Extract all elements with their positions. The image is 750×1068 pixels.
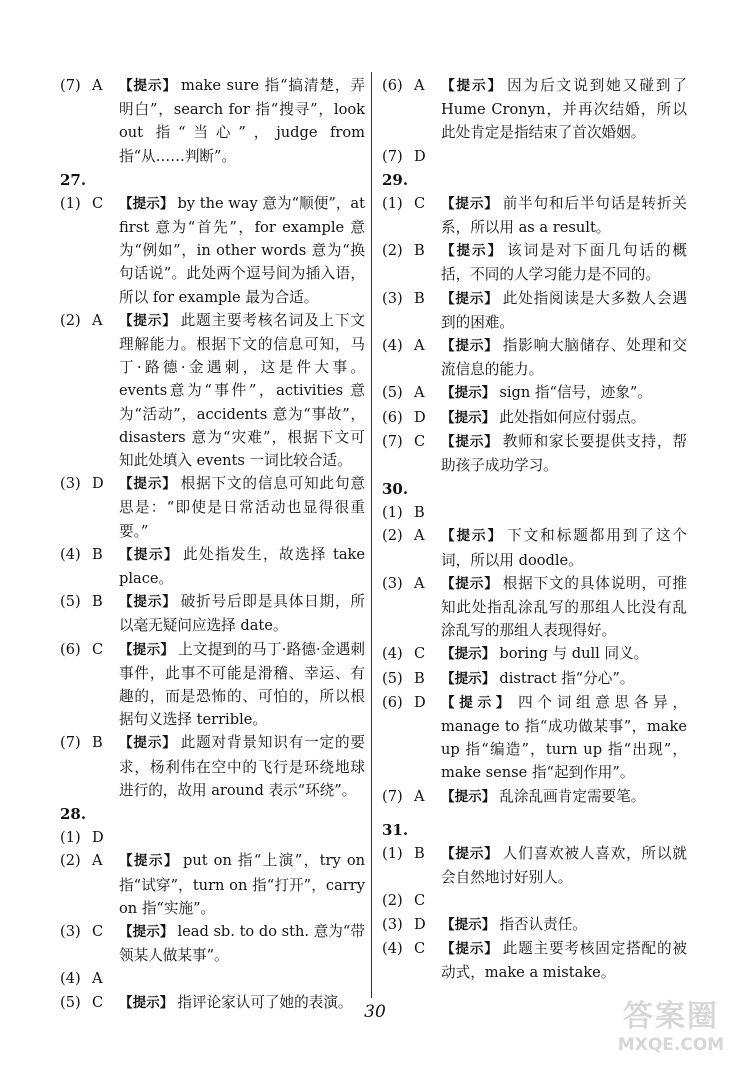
explanation (441, 572, 687, 643)
answer-letter: C (414, 194, 426, 212)
answer-letter: B (92, 545, 103, 563)
answer-entry (382, 145, 687, 168)
answer-entry (382, 381, 687, 405)
explanation-text: boring 与 dull 同义。 (499, 645, 649, 663)
item-number: (4) (382, 337, 403, 355)
explanation (441, 74, 687, 145)
explanation (119, 638, 365, 732)
explanation (119, 543, 365, 590)
explanation (441, 145, 687, 168)
explanation-text: 指否认责任。 (499, 915, 587, 933)
explanation-text: 因为后文说到她又碰到了 Hume Cronyn，并再次结婚，所以此处肯定是指结束了首次婚姻。 (441, 77, 687, 142)
hint-label: 【提示】 (441, 940, 499, 957)
explanation-text: 前半句和后半句话是转折关系，所以用 as a result。 (441, 194, 688, 237)
explanation-text: 根据下文的信息可知此句意思是：“即使是日常活动也显得很重要。” (119, 475, 366, 540)
answer-letter: C (414, 892, 426, 910)
answer-letter: C (414, 432, 426, 450)
right-column (382, 74, 687, 984)
explanation (441, 239, 687, 286)
item-number: (5) (382, 384, 403, 402)
hint-label: 【提示】 (119, 195, 174, 212)
explanation-text: 此题主要考核名词及上下文理解能力。根据下文的信息可知，马丁·路德·金遇刺，这是件大事。events意为“事件”，activities 意为“活动”，accidents 意为“事故”，disasters 意为“灾难”，根据下文可知此处填入 events 一词比较合适。 (119, 311, 366, 470)
explanation-text: 乱涂乱画肯定需要笔。 (499, 787, 646, 805)
item-number: (7) (382, 432, 403, 450)
explanation (119, 472, 365, 543)
answer-letter: C (92, 194, 104, 212)
item-number: (7) (382, 147, 403, 165)
answer-entry (382, 785, 687, 809)
explanation-text: 上文提到的马丁·路德·金遇刺事件，此事不可能是滑稽、幸运、有趣的，而是恐怖的、可怕的，所以根据句义选择 terrible。 (119, 640, 366, 729)
explanation (119, 826, 365, 849)
explanation-text: 指影响大脑储存、处理和交流信息的能力。 (441, 337, 688, 379)
hint-label: 【提示】 (119, 853, 180, 870)
answer-letter: A (92, 970, 103, 988)
answer-letter: C (414, 645, 426, 663)
item-number: (6) (382, 408, 403, 426)
answer-entry (382, 334, 687, 381)
question-number: 30. (382, 480, 409, 499)
explanation (441, 287, 687, 334)
answer-entry (382, 889, 687, 912)
explanation-text: put on 指“上演”，try on 指“试穿”，turn on 指“打开”，carry on 指“实施”。 (119, 852, 366, 917)
answer-letter: A (414, 337, 425, 355)
explanation (119, 74, 365, 168)
answer-entry (382, 913, 687, 937)
item-number: (5) (60, 993, 81, 1011)
item-number: (7) (382, 787, 403, 805)
explanation-text: 该词是对下面几句话的概括，不同的人学习能力是不同的。 (441, 242, 687, 284)
answer-entry (60, 920, 365, 967)
answer-letter: B (414, 504, 425, 522)
explanation (119, 731, 365, 802)
explanation-text: 四个词组意思各异，manage to 指“成功做某事”，make up 指“编造”，turn up 指“出现”，make sense 指“起到作用”。 (441, 693, 687, 782)
answer-entry (60, 74, 365, 168)
hint-label: 【提示】 (119, 312, 177, 329)
answer-entry (382, 406, 687, 430)
explanation (441, 667, 687, 691)
explanation (441, 334, 687, 381)
item-number: (2) (60, 852, 81, 870)
column-divider (371, 72, 372, 998)
hint-label: 【提示】 (119, 476, 177, 493)
answer-letter: B (414, 289, 425, 307)
answer-entry (382, 74, 687, 145)
item-number: (4) (60, 545, 81, 563)
answer-entry (382, 642, 687, 666)
explanation (441, 524, 687, 571)
item-number: (5) (60, 593, 81, 611)
item-number: (2) (382, 242, 403, 260)
answer-entry (382, 691, 687, 785)
answer-entry (60, 826, 365, 849)
item-number: (7) (60, 77, 81, 94)
answer-letter: A (414, 527, 425, 545)
explanation-text: 指评论家认可了她的表演。 (177, 993, 353, 1011)
explanation (441, 937, 687, 984)
hint-label: 【提示】 (441, 290, 499, 307)
answer-letter: D (414, 408, 426, 426)
answer-entry (60, 309, 365, 472)
explanation (441, 430, 687, 477)
item-number: (6) (382, 77, 403, 94)
explanation-text: distract 指“分心”。 (499, 669, 635, 687)
question-number: 29. (382, 170, 409, 189)
hint-label: 【提示】 (441, 575, 499, 592)
answer-letter: C (92, 640, 104, 658)
question-number: 31. (382, 820, 409, 839)
hint-label: 【提示】 (441, 788, 496, 805)
answer-entry (382, 239, 687, 286)
question-number: 28. (60, 805, 87, 824)
answer-entry (60, 638, 365, 732)
answer-entry (382, 842, 687, 889)
answer-letter: C (414, 939, 426, 957)
explanation (441, 913, 687, 937)
hint-label: 【提示】 (441, 409, 496, 426)
explanation (441, 889, 687, 912)
answer-letter: B (414, 844, 425, 862)
item-number: (2) (382, 892, 403, 910)
item-number: (3) (382, 574, 403, 592)
explanation (441, 192, 687, 239)
answer-entry (382, 287, 687, 334)
hint-label: 【提示】 (441, 845, 499, 862)
left-column (60, 74, 365, 1015)
hint-label: 【提示】 (441, 338, 499, 355)
hint-label: 【提示】 (441, 694, 515, 711)
explanation (441, 642, 687, 666)
explanation-text: 人们喜欢被人喜欢，所以就会自然地讨好别人。 (441, 844, 688, 887)
answer-entry (382, 192, 687, 239)
answer-letter: B (92, 734, 103, 752)
hint-label: 【提示】 (119, 78, 177, 94)
hint-label: 【提示】 (441, 243, 504, 260)
item-number: (3) (382, 915, 403, 933)
explanation (119, 192, 365, 309)
item-number: (1) (60, 194, 81, 212)
item-number: (1) (382, 504, 403, 522)
explanation (119, 590, 365, 637)
answer-entry (382, 667, 687, 691)
explanation (441, 842, 687, 889)
answer-letter: A (414, 77, 425, 94)
answer-letter: B (414, 242, 425, 260)
answer-letter: C (92, 993, 104, 1011)
hint-label: 【提示】 (441, 528, 504, 545)
hint-label: 【提示】 (119, 923, 174, 940)
hint-label: 【提示】 (119, 594, 177, 611)
page-number: 30 (364, 1002, 386, 1022)
answer-entry (60, 543, 365, 590)
answer-letter: C (92, 922, 104, 940)
answer-entry (60, 472, 365, 543)
answer-entry (382, 572, 687, 643)
hint-label: 【提示】 (441, 670, 496, 687)
explanation-text: lead sb. to do sth. 意为“带领某人做某事”。 (119, 922, 365, 965)
answer-entry (60, 967, 365, 990)
answer-letter: A (414, 384, 425, 402)
hint-label: 【提示】 (441, 78, 504, 94)
explanation (441, 691, 687, 785)
answer-letter: B (92, 593, 103, 611)
item-number: (3) (382, 289, 403, 307)
explanation (119, 849, 365, 920)
answer-letter: D (414, 147, 426, 165)
explanation-text: sign 指“信号，迹象”。 (499, 384, 652, 402)
explanation-text: 下文和标题都用到了这个词，所以用 doodle。 (441, 527, 687, 569)
hint-label: 【提示】 (441, 433, 499, 450)
explanation-text: by the way 意为“顺便”，at first 意为“首先”，for example 意为“例如”，in other words 意为“换句话说”。此处两个逗号间为插入语，所以 for example 最为合适。 (119, 194, 365, 306)
answer-entry (60, 731, 365, 802)
explanation (119, 920, 365, 967)
answer-letter: A (414, 574, 425, 592)
item-number: (6) (60, 640, 81, 658)
answer-letter: B (414, 669, 425, 687)
item-number: (2) (60, 311, 81, 329)
explanation-text: 此题对背景知识有一定的要求，杨利伟在空中的飞行是环绕地球进行的，故用 around 表示“环绕”。 (119, 734, 366, 799)
hint-label: 【提示】 (441, 385, 496, 402)
hint-label: 【提示】 (119, 735, 177, 752)
spacer (382, 809, 687, 818)
explanation-text: 破折号后即是具体日期，所以毫无疑问应选择 date。 (119, 593, 366, 635)
hint-label: 【提示】 (119, 641, 175, 658)
answer-entry (60, 849, 365, 920)
item-number: (3) (60, 922, 81, 940)
answer-letter: A (414, 787, 425, 805)
explanation-text: make sure 指“搞清楚，弄明白”，search for 指“搜寻”，look out 指“当心”，judge from 指“从……判断”。 (119, 77, 366, 165)
item-number: (6) (382, 693, 403, 711)
watermark-text-bottom: MXQE.COM (617, 1035, 725, 1055)
item-number: (7) (60, 734, 81, 752)
hint-label: 【提示】 (119, 994, 174, 1011)
item-number: (2) (382, 527, 403, 545)
answer-letter: D (414, 693, 426, 711)
explanation-text: 此题主要考核固定搭配的被动式，make a mistake。 (441, 939, 688, 981)
question-number: 27. (60, 170, 87, 189)
answer-entry (382, 501, 687, 524)
answer-entry (60, 590, 365, 637)
item-number: (5) (382, 669, 403, 687)
answer-letter: A (92, 77, 103, 94)
explanation-text: 此处指如何应付弱点。 (499, 408, 646, 426)
item-number: (4) (382, 939, 403, 957)
explanation (119, 309, 365, 472)
answer-letter: D (92, 829, 104, 847)
item-number: (3) (60, 475, 81, 493)
explanation-text: 教师和家长要提供支持，帮助孩子成功学习。 (441, 432, 688, 475)
explanation-text: 此处指发生，故选择 take place。 (119, 545, 366, 588)
answer-entry (382, 937, 687, 984)
item-number: (1) (382, 844, 403, 862)
answer-letter: D (414, 915, 426, 933)
answer-entry (382, 430, 687, 477)
item-number: (1) (60, 829, 81, 847)
hint-label: 【提示】 (441, 195, 499, 212)
answer-entry (382, 524, 687, 571)
answer-letter: A (92, 852, 103, 870)
hint-label: 【提示】 (441, 916, 496, 933)
answer-letter: D (92, 475, 104, 493)
item-number: (4) (382, 645, 403, 663)
answer-letter: A (92, 311, 103, 329)
watermark-text-top: 答案圈 (623, 999, 719, 1034)
hint-label: 【提示】 (441, 646, 496, 663)
item-number: (4) (60, 970, 81, 988)
explanation (441, 785, 687, 809)
explanation (441, 406, 687, 430)
explanation (119, 967, 365, 990)
answer-entry (60, 192, 365, 309)
hint-label: 【提示】 (119, 546, 179, 563)
explanation (441, 501, 687, 524)
explanation-text: 此处指阅读是大多数人会遇到的困难。 (441, 289, 688, 331)
explanation (441, 381, 687, 405)
item-number: (1) (382, 194, 403, 212)
explanation-text: 根据下文的具体说明，可推知此处指乱涂乱写的那组人比没有乱涂乱写的那组人表现得好。 (441, 574, 688, 640)
